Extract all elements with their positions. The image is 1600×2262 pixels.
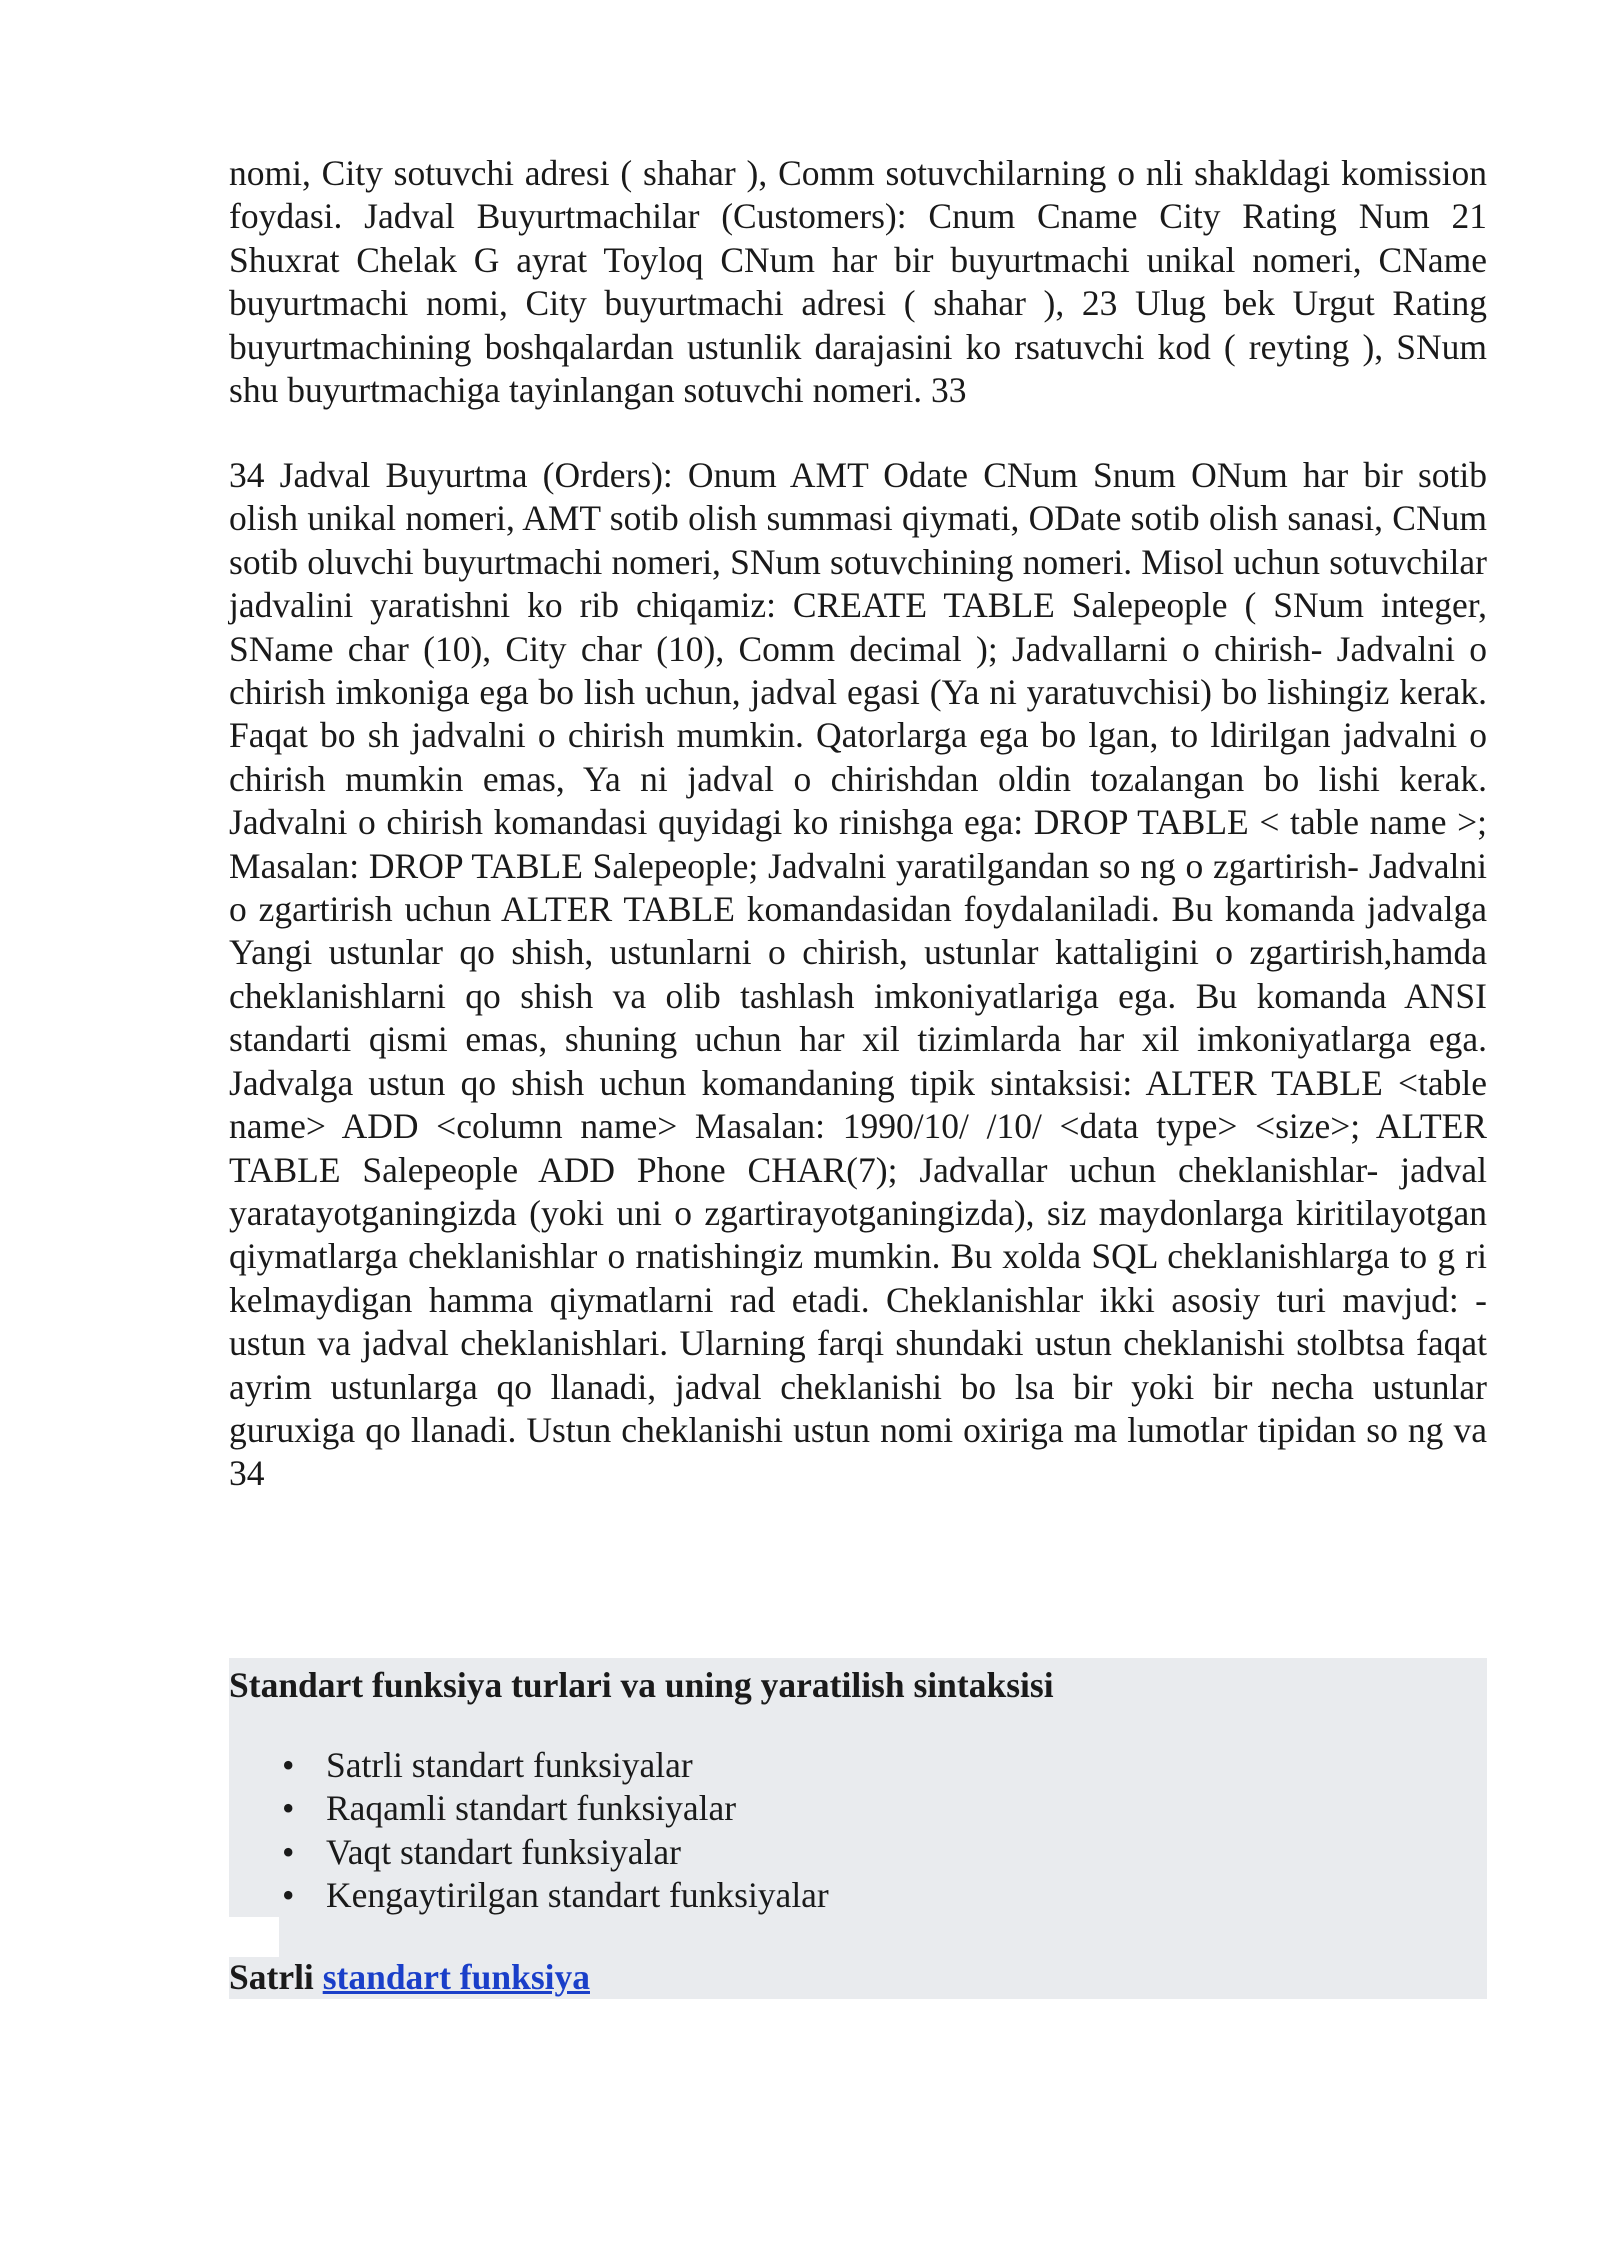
list-item-label: Kengaytirilgan standart funksiyalar (326, 1875, 829, 1916)
list-item-label: Satrli standart funksiyalar (326, 1745, 693, 1785)
bullet-icon: • (282, 1875, 295, 1916)
function-types-list (278, 1744, 829, 1918)
body-paragraph-2: 34 Jadval Buyurtma (Orders): Onum AMT Odate CNum Snum ONum har bir sotib olish unikal nomeri, AMT sotib olish summasi qiymati, ODate sotib olish sanasi, CNum sotib oluvchi buyurtmachi nomeri, SNum sotuvchining nomeri. Misol uchun sotuvchilar jadvalini yaratishni ko rib chiqamiz: CREATE TABLE Salepeople ( SNum integer, SName char (10), City char (10), Comm decimal ); Jadvallarni o chirish- Jadvalni o chirish imkoniga ega bo lish uchun, jadval egasi (Ya ni yaratuvchisi) bo lishingiz kerak. Faqat bo sh jadvalni o chirish mumkin. Qatorlarga ega bo lgan, to ldirilgan jadvalni o chirish mumkin emas, Ya ni jadval o chirishdan oldin tozalangan bo lishi kerak. Jadvalni o chirish komandasi quyidagi ko rinishga ega: DROP TABLE < table name >; Masalan: DROP TABLE Salepeople; Jadvalni yaratilgandan so ng o zgartirish- Jadvalni o zgartirish uchun ALTER TABLE komandasidan foydalaniladi. Bu komanda jadvalga Yangi ustunlar qo shish, ustunlarni o chirish, ustunlar kattaligini o zgartirish,hamda cheklanishlarni qo shish va olib tashlash imkoniyatlariga ega. Bu komanda ANSI standarti qismi emas, shuning uchun har xil tizimlarda har xil imkoniyatlarga ega. Jadvalga ustun qo shish uchun komandaning tipik sintaksisi: ALTER TABLE <table name> ADD <column name> Masalan: 1990/10/ /10/ <data type> <size>; ALTER TABLE Salepeople ADD Phone CHAR(7); Jadvallar uchun cheklanishlar- jadval yaratayotganingizda (yoki uni o zgartirayotganingizda), siz maydonlarga kiritilayotgan qiymatlarga cheklanishlar o rnatishingiz mumkin. Bu xolda SQL cheklanishlarga to g ri kelmaydigan hamma qiymatlarni rad etadi. Cheklanishlar ikki asosiy turi mavjud: -ustun va jadval cheklanishlari. Ularning farqi shundaki ustun cheklanishi stolbtsa faqat ayrim ustunlarga qo llanadi, jadval cheklanishi bo lsa bir yoki bir necha ustunlar guruxiga qo llanadi. Ustun cheklanishi ustun nomi oxiriga ma lumotlar tipidan so ng va 34 (229, 455, 1487, 1494)
body-paragraph-1: nomi, City sotuvchi adresi ( shahar ), Comm sotuvchilarning o nli shakldagi komission foydasi. Jadval Buyurtmachilar (Customers): Cnum Cname City Rating Num 21 Shuxrat Chelak G ayrat Toyloq CNum har bir buyurtmachi unikal nomeri, CName buyurtmachi nomi, City buyurtmachi adresi ( shahar ), 23 Ulug bek Urgut Rating buyurtmachining boshqalardan ustunlik darajasini ko rsatuvchi kod ( reyting ), SNum shu buyurtmachiga tayinlangan sotuvchi nomeri. 33 (229, 153, 1487, 411)
list-item (278, 1787, 829, 1830)
list-item (278, 1874, 829, 1917)
section-heading: Standart funksiya turlari va uning yaratilish sintaksisi (229, 1665, 1054, 1705)
bullet-icon: • (282, 1745, 295, 1785)
shaded-section-notch (229, 1917, 279, 1957)
bullet-icon: • (282, 1788, 295, 1829)
list-item-label: Raqamli standart funksiyalar (326, 1788, 737, 1829)
subheading (229, 1956, 590, 1999)
standart-funksiya-link[interactable]: standart funksiya (322, 1957, 590, 1997)
subheading-prefix: Satrli (229, 1957, 323, 1997)
bullet-icon: • (282, 1831, 295, 1872)
list-item-label: Vaqt standart funksiyalar (326, 1831, 681, 1872)
list-item (278, 1744, 829, 1787)
list-item (278, 1831, 829, 1874)
